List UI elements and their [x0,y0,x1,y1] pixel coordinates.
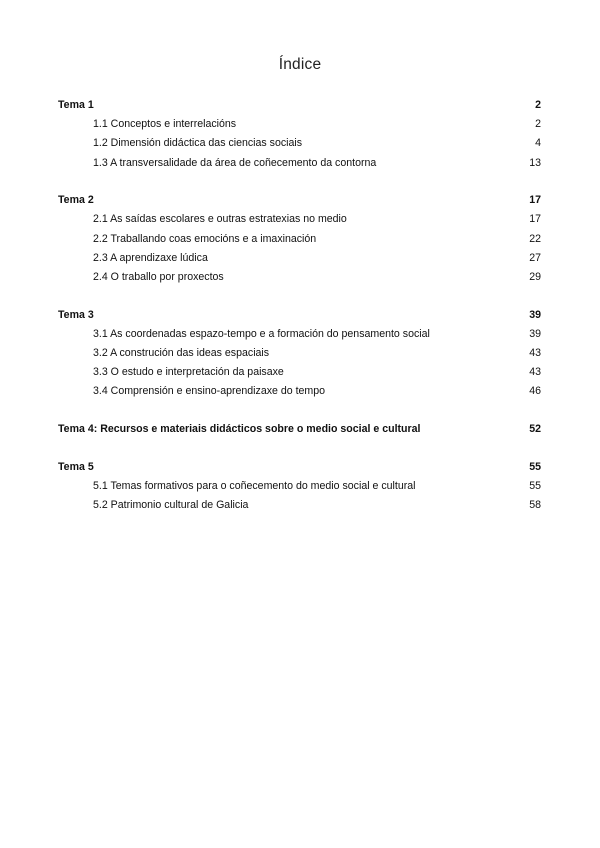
toc-heading-page: 2 [535,99,541,111]
toc-entry-label: 2.2 Traballando coas emocións e a imaxinación [93,232,317,245]
toc-entry-row[interactable] [58,382,541,401]
toc-entry-label: 3.2 A construción das ideas espaciais [93,347,270,360]
toc-entry-row[interactable] [58,115,541,134]
toc-entry-page: 43 [529,347,541,360]
toc-entry-page: 17 [529,213,541,226]
toc-entry-row[interactable] [58,496,541,515]
toc-heading-row[interactable] [58,420,541,439]
toc-entry-page: 46 [529,385,541,398]
toc-entry-label: 3.4 Comprensión e ensino-aprendizaxe do tempo [93,385,326,398]
toc-entry-page: 27 [529,251,541,264]
toc-entry-page: 22 [529,232,541,245]
toc-entry-label: 2.3 A aprendizaxe lúdica [93,251,208,264]
toc-entry-row[interactable] [58,344,541,363]
toc-entry-row[interactable] [58,249,541,268]
toc-heading-page: 17 [529,194,541,207]
toc-entry-page: 29 [529,271,541,283]
toc-entry-label: 2.1 As saídas escolares e outras estratexias no medio [93,213,347,226]
toc-entry-page: 2 [535,118,541,131]
toc-heading-row[interactable] [58,191,541,210]
toc-heading-label: Tema 1 [58,99,94,111]
toc-entry-label: 1.1 Conceptos e interrelacións [93,118,237,131]
toc-heading-row[interactable] [58,458,541,477]
toc-section-tema-4 [58,420,541,439]
toc-heading-label: Tema 2 [58,194,94,207]
table-of-contents [58,96,541,534]
toc-section-tema-1 [58,96,541,173]
toc-heading-label: Tema 3 [58,308,94,321]
toc-heading-label: Tema 5 [58,460,94,473]
toc-heading-row[interactable] [58,96,541,115]
toc-entry-row[interactable] [58,325,541,344]
toc-heading-page: 55 [529,460,541,473]
toc-heading-row[interactable] [58,306,541,325]
toc-entry-label: 1.3 A transversalidade da área de coñecemento da contorna [93,156,377,169]
toc-section-tema-2 [58,191,541,287]
toc-entry-label: 5.2 Patrimonio cultural de Galicia [93,499,249,512]
toc-entry-page: 43 [529,366,541,379]
toc-section-tema-3 [58,306,541,402]
toc-entry-page: 4 [535,137,541,150]
toc-heading-page: 52 [529,423,541,436]
toc-section-tema-5 [58,458,541,516]
toc-heading-page: 39 [529,308,541,321]
toc-entry-label: 5.1 Temas formativos para o coñecemento do medio social e cultural [93,480,416,492]
toc-entry-row[interactable] [58,210,541,229]
toc-entry-row[interactable] [58,477,541,496]
toc-entry-row[interactable] [58,268,541,287]
toc-entry-row[interactable] [58,154,541,173]
toc-entry-page: 55 [529,480,541,492]
toc-entry-row[interactable] [58,363,541,382]
toc-entry-page: 13 [529,156,541,169]
toc-entry-label: 2.4 O traballo por proxectos [93,271,224,283]
toc-entry-page: 58 [529,499,541,512]
toc-entry-page: 39 [529,327,541,340]
page-title: Índice [278,56,322,73]
toc-heading-label: Tema 4: Recursos e materiais didácticos sobre o medio social e cultural [58,423,421,436]
toc-entry-row[interactable] [58,230,541,249]
toc-entry-label: 3.1 As coordenadas espazo-tempo e a formación do pensamento social [93,327,430,340]
toc-entry-label: 3.3 O estudo e interpretación da paisaxe [93,366,284,379]
toc-entry-row[interactable] [58,134,541,153]
toc-entry-label: 1.2 Dimensión didáctica das ciencias sociais [93,137,303,150]
